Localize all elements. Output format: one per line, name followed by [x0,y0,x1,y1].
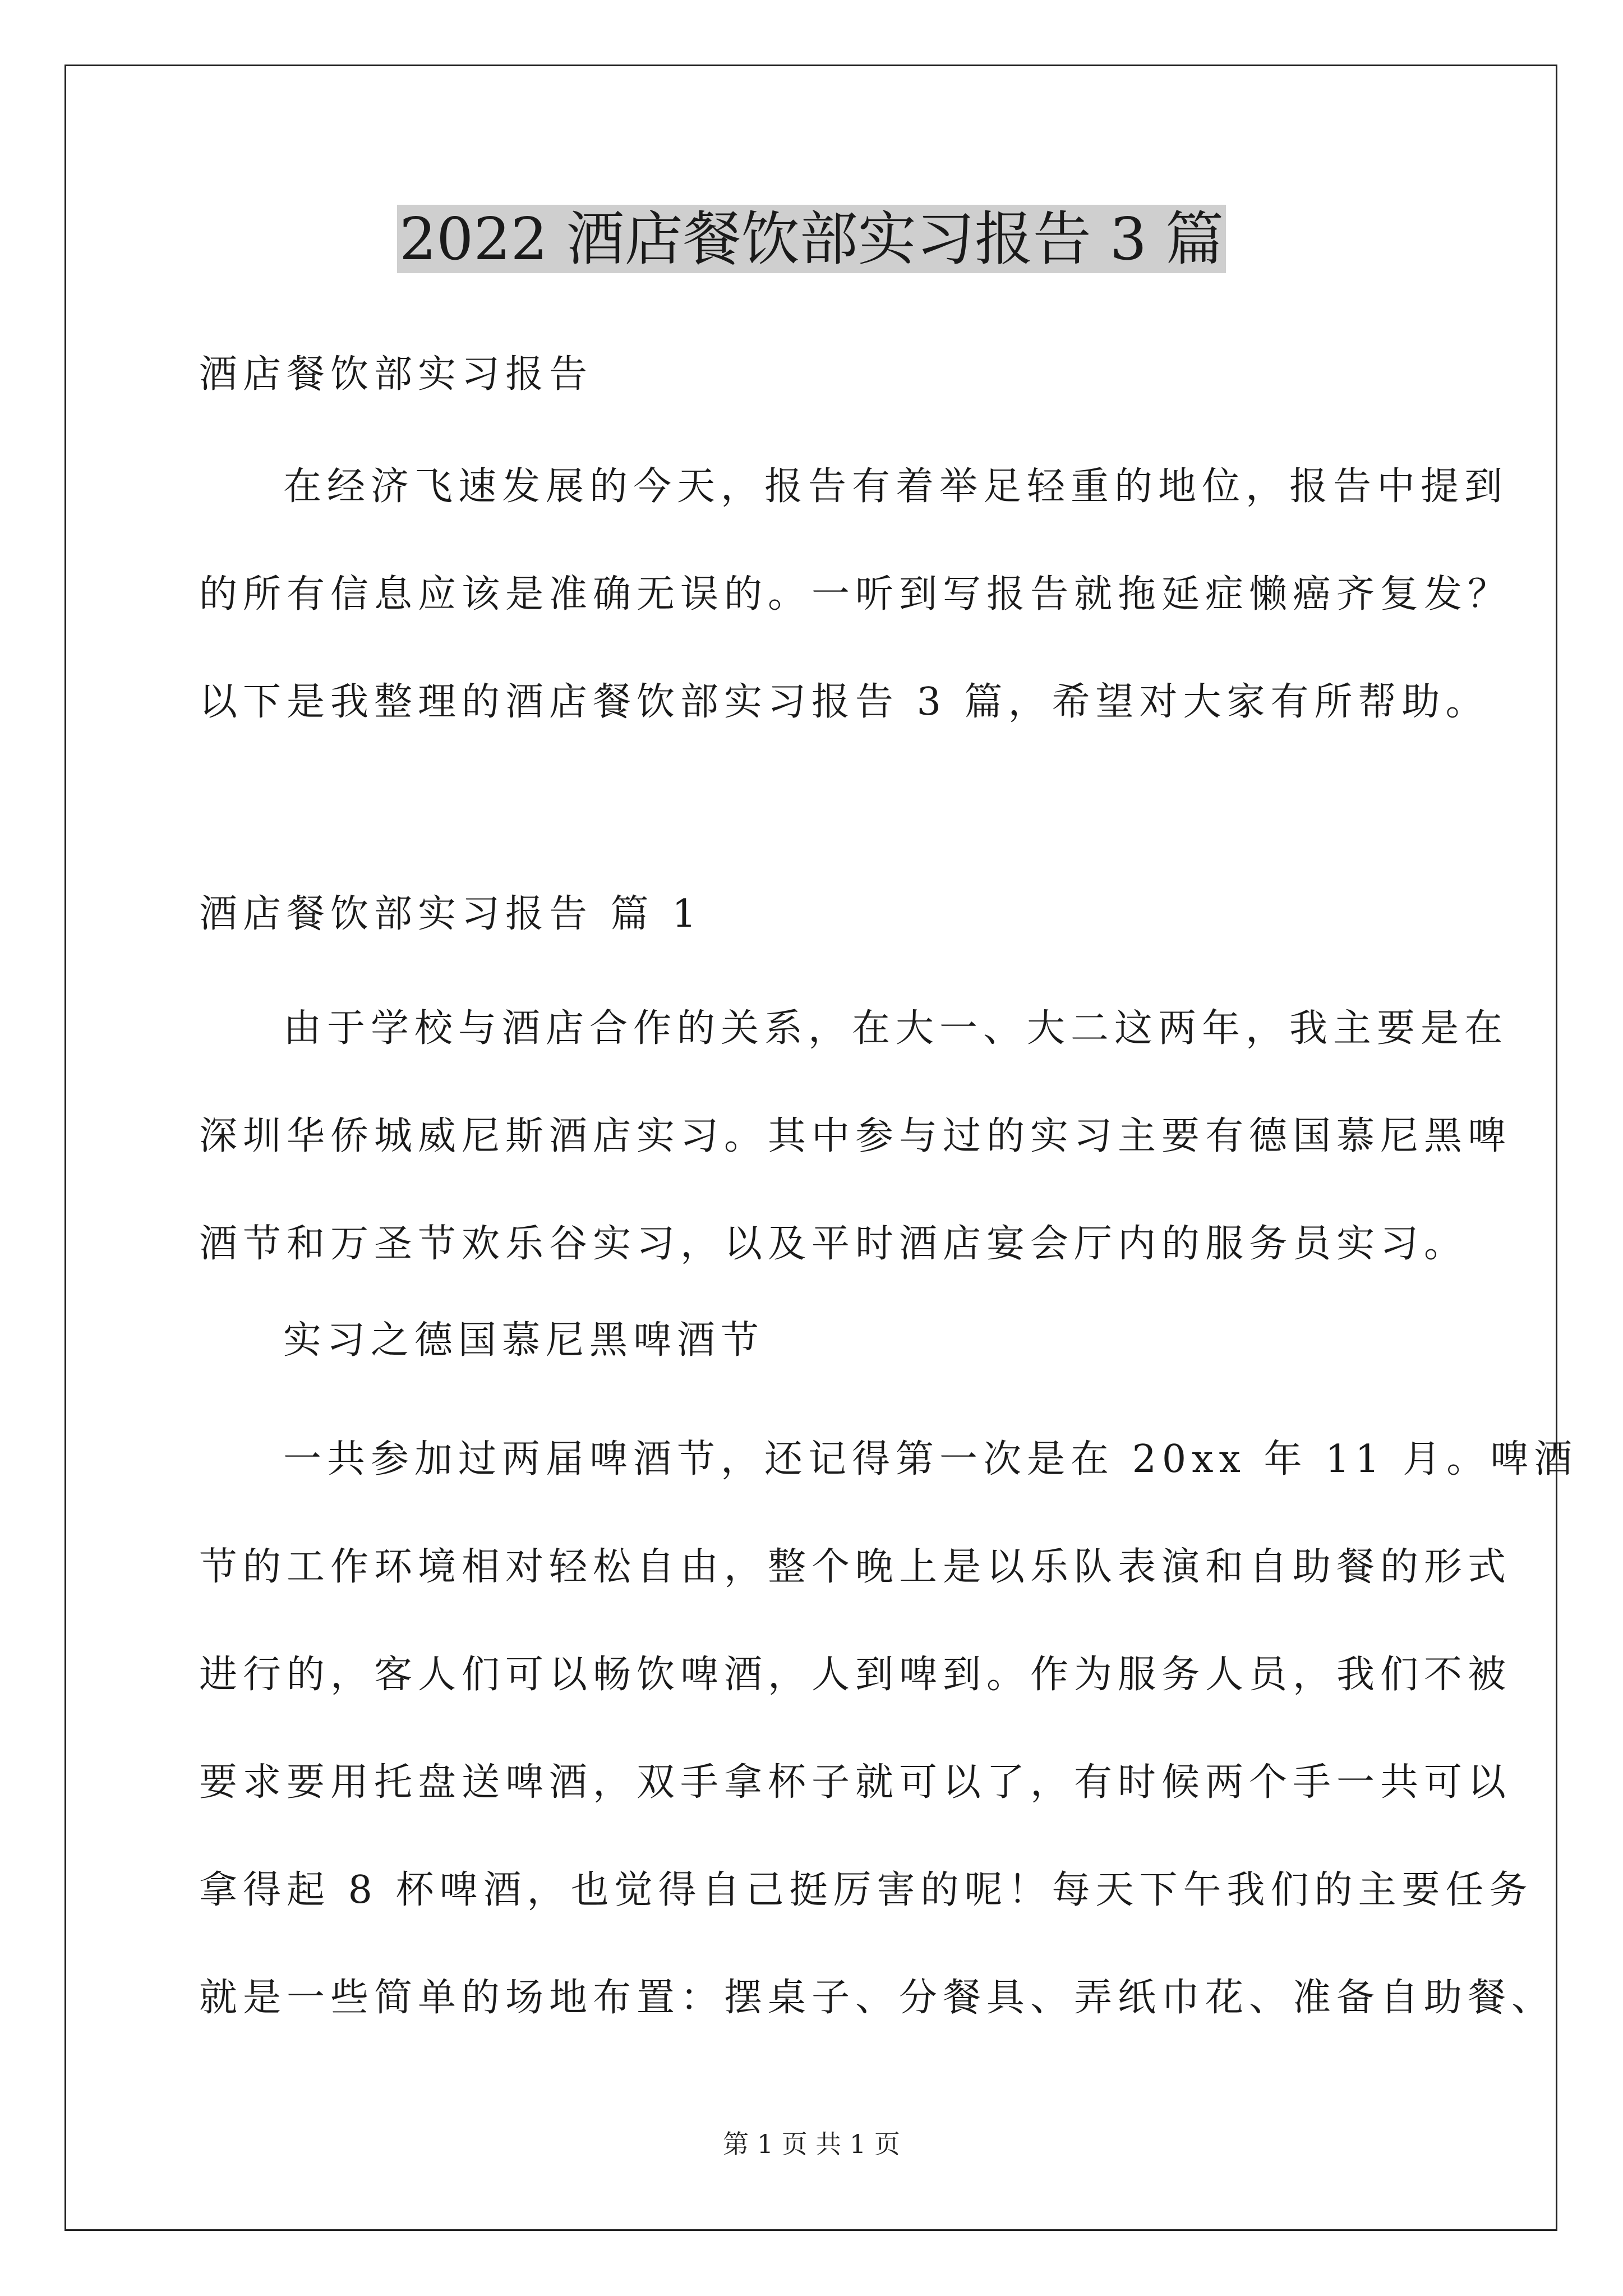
section1-paragraph1 [199,975,1512,1298]
paragraph-line: 深圳华侨城威尼斯酒店实习。其中参与过的实习主要有德国慕尼黑啤 [199,1114,1512,1158]
intro-paragraph [199,433,1512,756]
paragraph-line: 要求要用托盘送啤酒，双手拿杯子就可以了，有时候两个手一共可以 [199,1760,1512,1805]
section1-subheading: 实习之德国慕尼黑啤酒节 [283,1318,765,1363]
paragraph-line: 拿得起 8 杯啤酒，也觉得自己挺厉害的呢！每天下午我们的主要任务 [199,1868,1533,1912]
section1-paragraph2 [199,1406,1578,2052]
paragraph-line: 在经济飞速发展的今天，报告有着举足轻重的地位，报告中提到 [283,464,1509,509]
paragraph-line: 节的工作环境相对轻松自由，整个晚上是以乐队表演和自助餐的形式 [199,1545,1512,1589]
page-footer: 第 1 页 共 1 页 [723,2129,900,2159]
paragraph-line: 的所有信息应该是准确无误的。一听到写报告就拖延症懒癌齐复发？ [199,572,1512,616]
paragraph-line: 由于学校与酒店合作的关系，在大一、大二这两年，我主要是在 [283,1006,1509,1051]
document-title [0,200,1623,278]
document-title-text: 2022 酒店餐饮部实习报告 3 篇 [397,205,1226,273]
paragraph-line: 就是一些简单的场地布置：摆桌子、分餐具、弄纸巾花、准备自助餐、 [199,1976,1556,2020]
paragraph-line: 以下是我整理的酒店餐饮部实习报告 3 篇，希望对大家有所帮助。 [199,680,1490,724]
paragraph-line: 进行的，客人们可以畅饮啤酒，人到啤到。作为服务人员，我们不被 [199,1653,1512,1697]
paragraph-line: 酒节和万圣节欢乐谷实习，以及平时酒店宴会厅内的服务员实习。 [199,1222,1468,1266]
paragraph-line: 一共参加过两届啤酒节，还记得第一次是在 20xx 年 11 月。啤酒 [283,1437,1578,1481]
intro-heading: 酒店餐饮部实习报告 [199,352,593,397]
section1-heading: 酒店餐饮部实习报告 篇 1 [199,892,702,936]
